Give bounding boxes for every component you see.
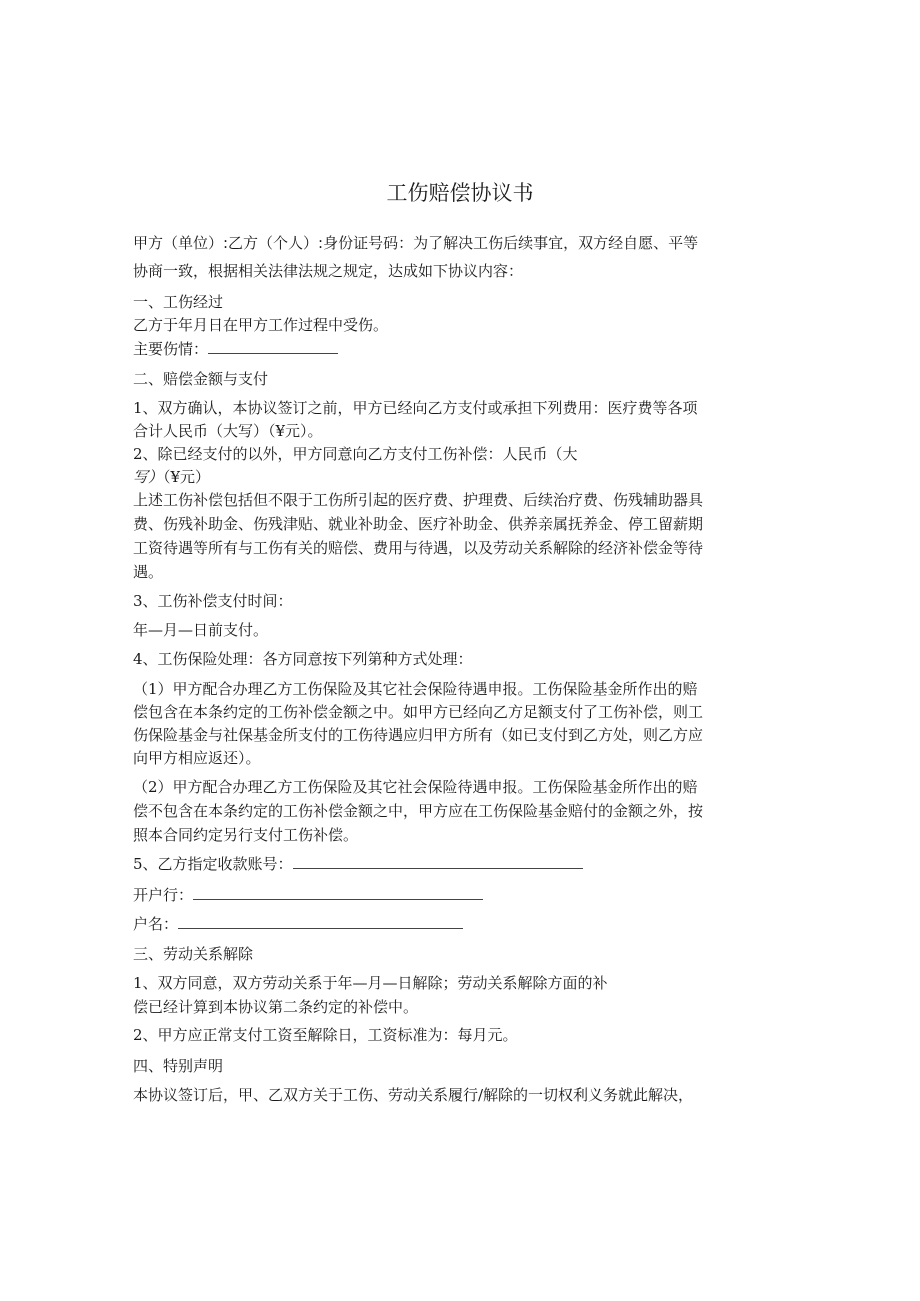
section-1-line: 乙方于年月日在甲方工作过程中受伤。 <box>133 316 389 334</box>
bank-blank <box>193 885 483 900</box>
s2-opt1-line4: 向甲方相应返还）。 <box>133 749 261 767</box>
injury-blank <box>208 339 338 354</box>
bank-row: 开户行： <box>133 884 483 906</box>
s2-scope-line4: 遇。 <box>133 563 164 581</box>
s2-item1-line2: 合计人民币（大写）（¥元）。 <box>133 422 323 440</box>
s4-line1: 本协议签订后，甲、乙双方关于工伤、劳动关系履行/解除的一切权利义务就此解决， <box>133 1086 694 1104</box>
s2-scope-line1: 上述工伤补偿包括但不限于工伤所引起的医疗费、护理费、后续治疗费、伤残辅助器具 <box>133 491 704 509</box>
account-row: 5、乙方指定收款账号： <box>133 853 583 875</box>
section-3-heading: 三、劳动关系解除 <box>133 945 254 963</box>
s2-opt2-line1: （2）甲方配合办理乙方工伤保险及其它社会保险待遇申报。工伤保险基金所作出的赔 <box>133 778 698 796</box>
s2-opt2-line2: 偿不包含在本条约定的工伤补偿金额之中，甲方应在工伤保险基金赔付的金额之外，按 <box>133 802 704 820</box>
s2-item2-line2: 写）（¥元） <box>133 468 211 486</box>
section-2-heading: 二、赔偿金额与支付 <box>133 370 269 388</box>
account-blank <box>293 854 583 869</box>
s2-scope-line2: 费、伤残补助金、伤残津贴、就业补助金、医疗补助金、供养亲属抚养金、停工留薪期 <box>133 515 704 533</box>
s3-item2-line1: 2、甲方应正常支付工资至解除日，工资标准为：每月元。 <box>133 1026 518 1044</box>
section-4-heading: 四、特别声明 <box>133 1057 224 1075</box>
s2-item1-line1: 1、双方确认，本协议签订之前，甲方已经向乙方支付或承担下列费用：医疗费等各项 <box>133 399 698 417</box>
intro-line-1: 甲方（单位）:乙方（个人）:身份证号码：为了解决工伤后续事宜，双方经自愿、平等 <box>133 234 699 252</box>
s2-opt1-line1: （1）甲方配合办理乙方工伤保险及其它社会保险待遇申报。工伤保险基金所作出的赔 <box>133 680 698 698</box>
s2-item2-line1: 2、除已经支付的以外，甲方同意向乙方支付工伤补偿：人民币（大 <box>133 445 578 463</box>
account-name-blank <box>178 914 463 929</box>
s2-item3-line1: 3、工伤补偿支付时间： <box>133 592 293 610</box>
s3-item1-line2: 偿已经计算到本协议第二条约定的补偿中。 <box>133 998 419 1016</box>
section-1-heading: 一、工伤经过 <box>133 293 224 311</box>
s3-item1-line1: 1、双方同意，双方劳动关系于年—月—日解除；劳动关系解除方面的补 <box>133 974 608 992</box>
party-label: 甲方（单位）:乙方（个人）: <box>133 234 324 252</box>
account-name-row: 户名： <box>133 913 463 935</box>
s2-opt1-line3: 伤保险基金与社保基金所支付的工伤待遇应归甲方所有（如已支付到乙方处，则乙方应 <box>133 726 704 744</box>
s2-opt2-line3: 照本合同约定另行支付工伤补偿。 <box>133 826 359 844</box>
page-title: 工伤赔偿协议书 <box>386 181 534 205</box>
s2-scope-line3: 工资待遇等所有与工伤有关的赔偿、费用与待遇，以及劳动关系解除的经济补偿金等待 <box>133 539 704 557</box>
injury-row: 主要伤情： <box>133 338 338 360</box>
intro-line-2: 协商一致，根据相关法律法规之规定，达成如下协议内容： <box>133 262 524 280</box>
s2-item4-line1: 4、工伤保险处理：各方同意按下列第种方式处理： <box>133 650 473 668</box>
s2-opt1-line2: 偿包含在本条约定的工伤补偿金额之中。如甲方已经向乙方足额支付了工伤补偿，则工 <box>133 703 704 721</box>
s2-item3-line2: 年—月—日前支付。 <box>133 621 269 639</box>
